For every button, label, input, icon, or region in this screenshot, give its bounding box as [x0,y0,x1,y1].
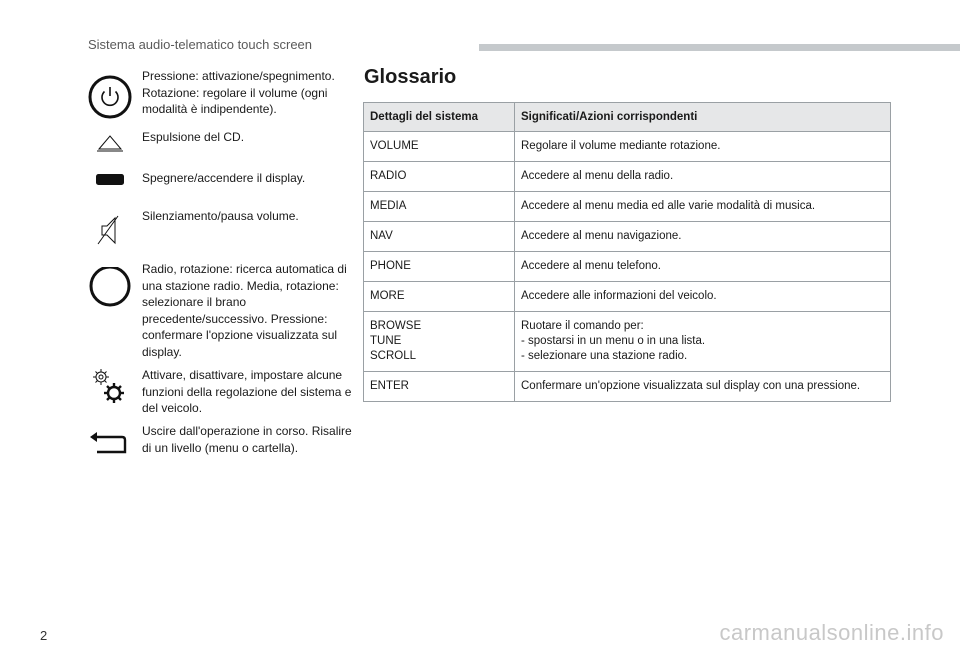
meaning-cell [515,132,891,162]
control-text: Pressione: attivazione/spegnimento. Rotazione: regolare il volume (ogni modalità è indipendente). [142,69,335,116]
term-cell [364,282,515,312]
meaning-cell [515,282,891,312]
meaning-cell [515,372,891,402]
term-line: SCROLL [370,350,417,362]
rotary-knob-icon [84,267,134,317]
table-row [364,132,891,162]
term-line: NAV [370,230,393,242]
table-row [364,372,891,402]
control-text: Radio, rotazione: ricerca automatica di una stazione radio. Media, rotazione: selezionare il brano precedente/successivo. Pressione: confermare l'opzione visualizzata sul display. [142,262,347,359]
table-row [364,192,891,222]
meaning-line: Ruotare il comando per: [521,320,644,332]
meaning-line: Regolare il volume mediante rotazione. [521,140,721,152]
meaning-line: Accedere al menu navigazione. [521,230,682,242]
meaning-line: - selezionare una stazione radio. [521,350,688,362]
table-row [364,312,891,372]
control-text: Espulsione del CD. [142,130,245,144]
watermark: carmanualsonline.info [719,620,944,645]
control-text: Attivare, disattivare, impostare alcune funzioni della regolazione del sistema e del veicolo. [142,368,352,415]
term-cell [364,162,515,192]
term-line: MEDIA [370,200,407,212]
back-arrow-icon [84,427,134,477]
table-header-row [364,103,891,132]
meaning-line: Accedere alle informazioni del veicolo. [521,290,717,302]
power-knob-icon [84,72,134,122]
meaning-cell [515,312,891,372]
mute-icon [84,207,134,257]
glossary-table [363,102,891,402]
table-row [364,162,891,192]
meaning-line: Confermare un'opzione visualizzata sul display con una pressione. [521,380,861,392]
term-line: ENTER [370,380,409,392]
term-cell [364,132,515,162]
control-text: Uscire dall'operazione in corso. Risalire di un livello (menu o cartella). [142,424,352,455]
header-bar [479,44,960,51]
page-number: 2 [40,628,48,643]
control-text: Silenziamento/pausa volume. [142,209,299,223]
table-row [364,252,891,282]
meaning-line: Accedere al menu della radio. [521,170,674,182]
meaning-line: Accedere al menu telefono. [521,260,662,272]
header-title: Sistema audio-telematico touch screen [88,37,313,52]
meaning-line: Accedere al menu media ed alle varie modalità di musica. [521,200,816,212]
term-cell [364,252,515,282]
term-line: TUNE [370,335,402,347]
term-cell [364,222,515,252]
table-row [364,222,891,252]
term-cell [364,372,515,402]
column-header: Significati/Azioni corrispondenti [515,103,891,132]
control-text: Spegnere/accendere il display. [142,171,306,185]
meaning-cell [515,222,891,252]
column-header: Dettagli del sistema [364,103,515,132]
term-line: RADIO [370,170,407,182]
settings-gears-icon [84,367,134,417]
meaning-line: - spostarsi in un menu o in una lista. [521,335,706,347]
term-line: PHONE [370,260,411,272]
term-cell [364,312,515,372]
table-row [364,282,891,312]
meaning-cell [515,192,891,222]
term-line: VOLUME [370,140,419,152]
term-line: MORE [370,290,405,302]
meaning-cell [515,162,891,192]
glossary-title: Glossario [364,66,457,88]
meaning-cell [515,252,891,282]
term-line: BROWSE [370,320,422,332]
term-cell [364,192,515,222]
